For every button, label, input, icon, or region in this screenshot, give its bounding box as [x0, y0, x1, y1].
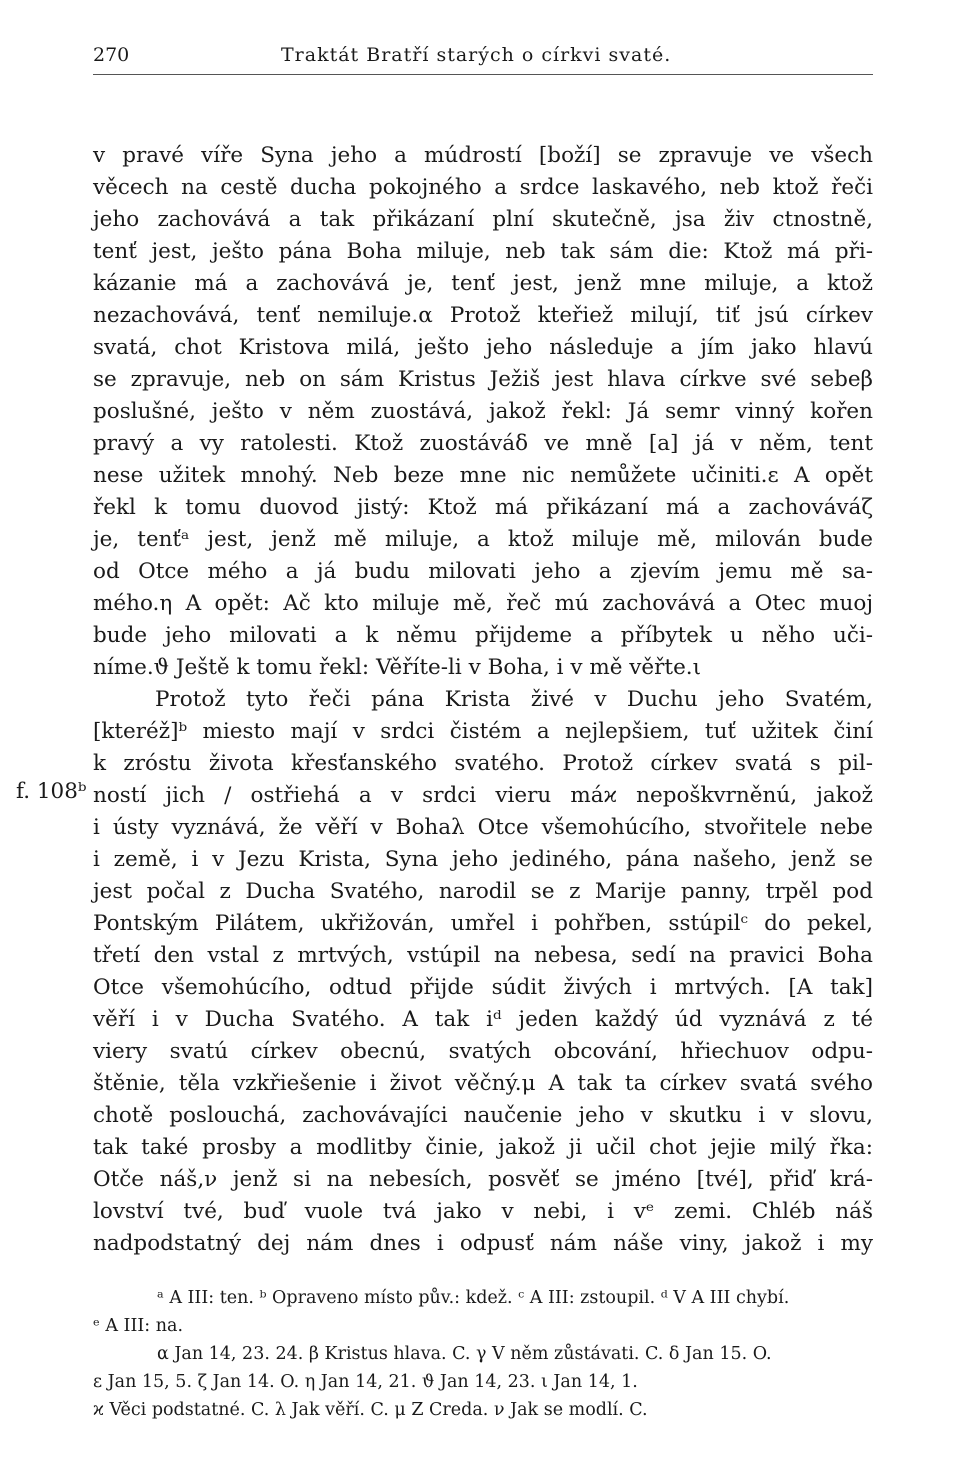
text-line: níme.ϑ Ještě k tomu řekl: Věříte-li v Boha, i v mě věřte.ι	[93, 655, 702, 680]
text-line: třetí den vstal z mrtvých, vstúpil na nebesa, sedí na pravici Boha	[93, 943, 873, 968]
footnote-line: ᵃ A III: ten. ᵇ Opraveno místo pův.: kdež. ᶜ A III: zstoupil. ᵈ V A III chybí.	[157, 1288, 790, 1308]
text-line: poslušné, ješto v něm zuostává, jakož řekl: Já semr vinný kořen	[93, 399, 873, 424]
text-line: Pontským Pilátem, ukřižován, umřel i pohřben, sstúpilᶜ do pekel,	[93, 911, 873, 936]
folio-margin-note: f. 108ᵇ	[16, 779, 87, 804]
text-line: chotě poslouchá, zachovávajíci naučenie jeho v skutku i v slovu,	[93, 1103, 873, 1128]
text-line: bude jeho milovati a k němu přijdeme a příbytek u něho uči-	[93, 623, 873, 648]
text-line: nezachovává, tenť nemiluje.α Protož kteřiež milují, tiť jsú církev	[93, 303, 873, 328]
text-line: se zpravuje, neb on sám Kristus Ježiš jest hlava církve své sebeβ	[93, 367, 873, 392]
text-line: nese užitek mnohý. Neb beze mne nic nemůžete učiniti.ε A opět	[93, 463, 873, 488]
text-line: jest počal z Ducha Svatého, narodil se z Marije panny, trpěl pod	[93, 879, 873, 904]
text-line: k zróstu života křesťanského svatého. Protož církev svatá s pil-	[93, 751, 873, 776]
text-line: ností jich / ostřiehá a v srdci vieru máϰ nepoškvrněnú, jakož	[93, 783, 873, 808]
text-line: v pravé víře Syna jeho a múdrostí [boží] se zpravuje ve všech	[93, 143, 873, 168]
text-line: viery svatú církev obecnú, svatých obcování, hřiechuov odpu-	[93, 1039, 873, 1064]
text-line: i země, i v Jezu Krista, Syna jeho jediného, pána našeho, jenž se	[93, 847, 873, 872]
paragraph-start-line: Protož tyto řeči pána Krista živé v Duchu jeho Svatém,	[155, 687, 873, 712]
text-line: od Otce mého a já budu milovati jeho a zjevím jemu mě sa-	[93, 559, 873, 584]
running-title: Traktát Bratří starých o církvi svaté.	[281, 44, 672, 66]
text-line: věcech na cestě ducha pokojného a srdce laskavého, neb ktož řeči	[93, 175, 873, 200]
footnote-line: ε Jan 15, 5. ζ Jan 14. O. η Jan 14, 21. ϑ Jan 14, 23. ι Jan 14, 1.	[93, 1372, 638, 1392]
body-text	[93, 140, 873, 1260]
text-line: věří i v Ducha Svatého. A tak iᵈ jeden každý úd vyznává z té	[93, 1007, 873, 1032]
text-line: kázanie má a zachovává je, tenť jest, jenž mne miluje, a ktož	[93, 271, 873, 296]
text-line: jeho zachovává a tak přikázaní plní skutečně, jsa živ ctnostně,	[93, 207, 873, 232]
text-line: je, tenťᵃ jest, jenž mě miluje, a ktož miluje mě, milován bude	[93, 527, 873, 552]
footnote-line: α Jan 14, 23. 24. β Kristus hlava. C. γ V něm zůstávati. C. δ Jan 15. O.	[157, 1344, 772, 1364]
text-line: tak také prosby a modlitby činie, jakož ji učil chot jejie milý řka:	[93, 1135, 873, 1160]
text-line: pravý a vy ratolesti. Ktož zuostáváδ ve mně [a] já v něm, tent	[93, 431, 873, 456]
text-line: štěnie, těla vzkřiešenie i život věčný.μ A tak ta církev svatá svého	[93, 1071, 873, 1096]
page-header	[93, 44, 873, 78]
text-line: lovství tvé, buď vuole tvá jako v nebi, i vᵉ zemi. Chléb náš	[93, 1199, 873, 1224]
text-line: [kteréž]ᵇ miesto mají v srdci čistém a nejlepšiem, tuť užitek činí	[93, 719, 873, 744]
page-number: 270	[93, 44, 130, 66]
text-line: mého.η A opět: Ač kto miluje mě, řeč mú zachovává a Otec muoj	[93, 591, 873, 616]
text-line: Otče náš,ν jenž si na nebesích, posvěť se jméno [tvé], přiď krá-	[93, 1167, 873, 1192]
text-line: nadpodstatný dej nám dnes i odpusť nám náše viny, jakož i my	[93, 1231, 873, 1256]
footnotes	[93, 1284, 873, 1424]
text-line: i ústy vyznává, že věří v Bohaλ Otce všemohúcího, stvořitele nebe	[93, 815, 873, 840]
text-line: tenť jest, ješto pána Boha miluje, neb tak sám die: Ktož má při-	[93, 239, 873, 264]
text-line: řekl k tomu duovod jistý: Ktož má přikázaní má a zachováváζ	[93, 495, 873, 520]
text-line: Otce všemohúcího, odtud přijde súdit živých i mrtvých. [A tak]	[93, 975, 873, 1000]
header-rule	[93, 74, 873, 75]
footnote-line: ϰ Věci podstatné. C. λ Jak věří. C. μ Z Creda. ν Jak se modlí. C.	[93, 1400, 648, 1420]
footnote-line: ᵉ A III: na.	[93, 1316, 184, 1336]
text-line: svatá, chot Kristova milá, ješto jeho následuje a jím jako hlavú	[93, 335, 873, 360]
